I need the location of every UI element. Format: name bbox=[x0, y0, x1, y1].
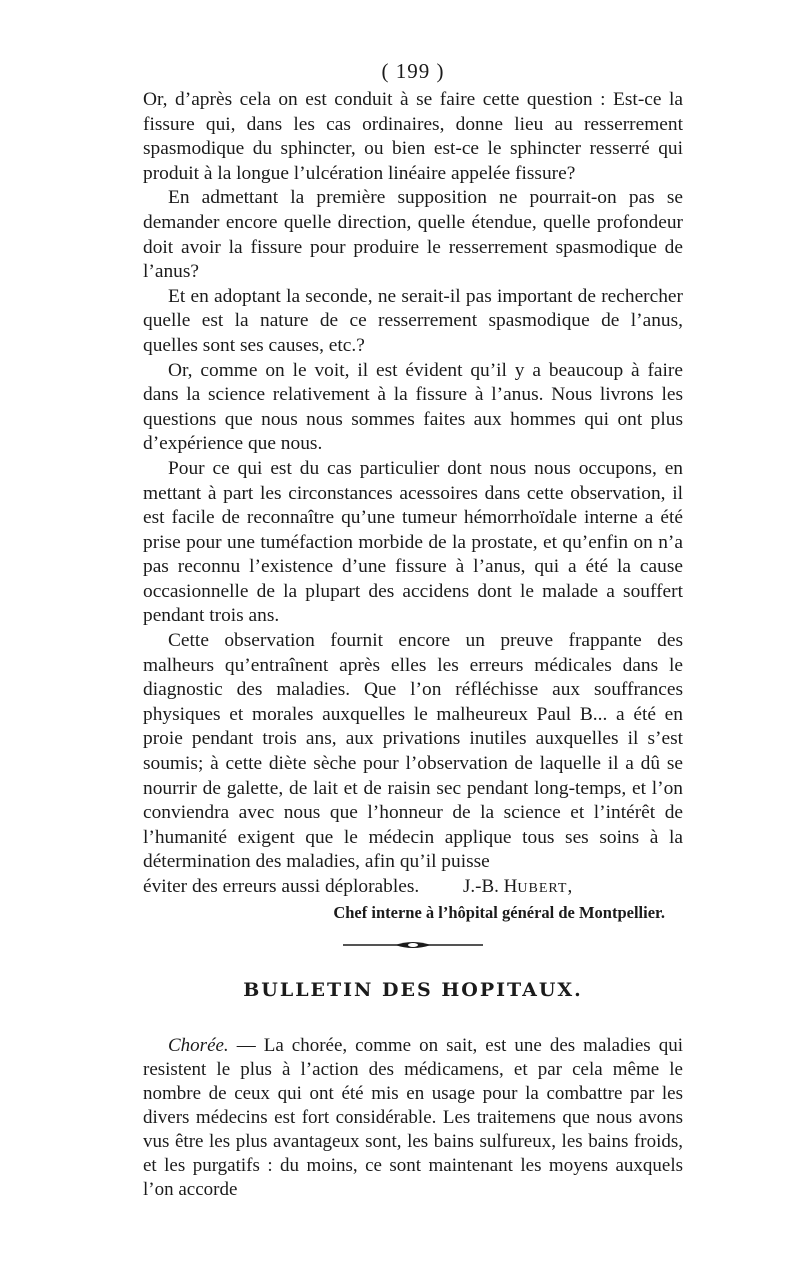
paragraph-5: Pour ce qui est du cas particulier dont nous nous occupons, en mettant à part les circonstances acessoires dans cette observation, il est facile de reconnaître qu’une tumeur hémorrhoïdale interne a été prise pour une tuméfaction morbide de la prostate, et qu’enfin on n’a pas reconnu l’existence d’une fissure à l’anus, qui a été la cause occasionnelle de la plupart des accidens dont le malade a souffert pendant trois ans. bbox=[143, 457, 683, 627]
paragraph-6: Cette observation fournit encore un preuve frappante des malheurs qu’entraînent après elles les erreurs médicales dans le diagnostic des maladies. Que l’on réfléchisse aux souffrances physiques et morales auxquelles le malheureux Paul B... a été en proie pendant trois ans, aux privations inutiles auxquelles il s’est soumis; à cette diète sèche pour l’observation de laquelle il a dû se nourrir de galette, de lait et de raisin sec pendant long-temps, et l’on conviendra avec nous que l’honneur de la science et l’intérêt de l’humanité exigent que le médecin applique tous ses soins à la détermination des maladies, afin qu’il puisse bbox=[143, 630, 683, 873]
signature-name bbox=[463, 875, 572, 902]
signature-affiliation: Chef interne à l’hôpital général de Montpellier. bbox=[333, 902, 665, 922]
signature-initials: J.-B. H bbox=[463, 876, 518, 897]
bulletin-lead: Chorée. bbox=[168, 1034, 229, 1056]
bulletin-paragraph bbox=[143, 1034, 683, 1202]
closing-text: éviter des erreurs aussi déplorables. bbox=[143, 876, 420, 897]
paragraph-4: Or, comme on le voit, il est évident qu’il y a beaucoup à faire dans la science relativement à la fissure à l’anus. Nous livrons les questions que nous nous sommes faites aux hommes qui ont plus d’expérience que nous. bbox=[143, 359, 683, 455]
paragraph-3: Et en adoptant la seconde, ne serait-il pas important de rechercher quelle est la nature de ce resserrement spasmodique de l’anus, quelles sont ses causes, etc.? bbox=[143, 285, 683, 356]
paragraph-2: En admettant la première supposition ne pourrait-on pas se demander encore quelle direction, quelle étendue, quelle profondeur doit avoir la fissure pour produire le resserrement spasmodique de l’anus? bbox=[143, 187, 683, 283]
bulletin-section bbox=[143, 1034, 683, 1202]
signature-comma: , bbox=[567, 876, 573, 897]
ornament-rule-icon bbox=[343, 940, 483, 950]
bulletin-text: — La chorée, comme on sait, est une des maladies qui resistent le plus à l’action des médicamens, et par cela même le nombre de ceux qui ont été mis en usage pour la combattre par les divers médecins est fort considérable. Les traitemens que nous avons vus être les plus avantageux sont, les bains sulfureux, les bains froids, et les purgatifs : du moins, ce sont maintenant les moyens auxquels l’on accorde bbox=[143, 1034, 683, 1200]
signature-surname: UBERT bbox=[517, 881, 568, 896]
closing-line bbox=[143, 875, 683, 900]
section-title: BULLETIN DES HOPITAUX. bbox=[243, 978, 583, 1001]
page-number: ( 199 ) bbox=[381, 59, 445, 83]
document-page bbox=[143, 58, 683, 1202]
paragraph-1: Or, d’après cela on est conduit à se faire cette question : Est-ce la fissure qui, dans les cas ordinaires, donne lieu au resserrement spasmodique du sphincter, ou bien est-ce le sphincter resserré qui produit à la longue l’ulcération linéaire appelée fissure? bbox=[143, 89, 683, 184]
